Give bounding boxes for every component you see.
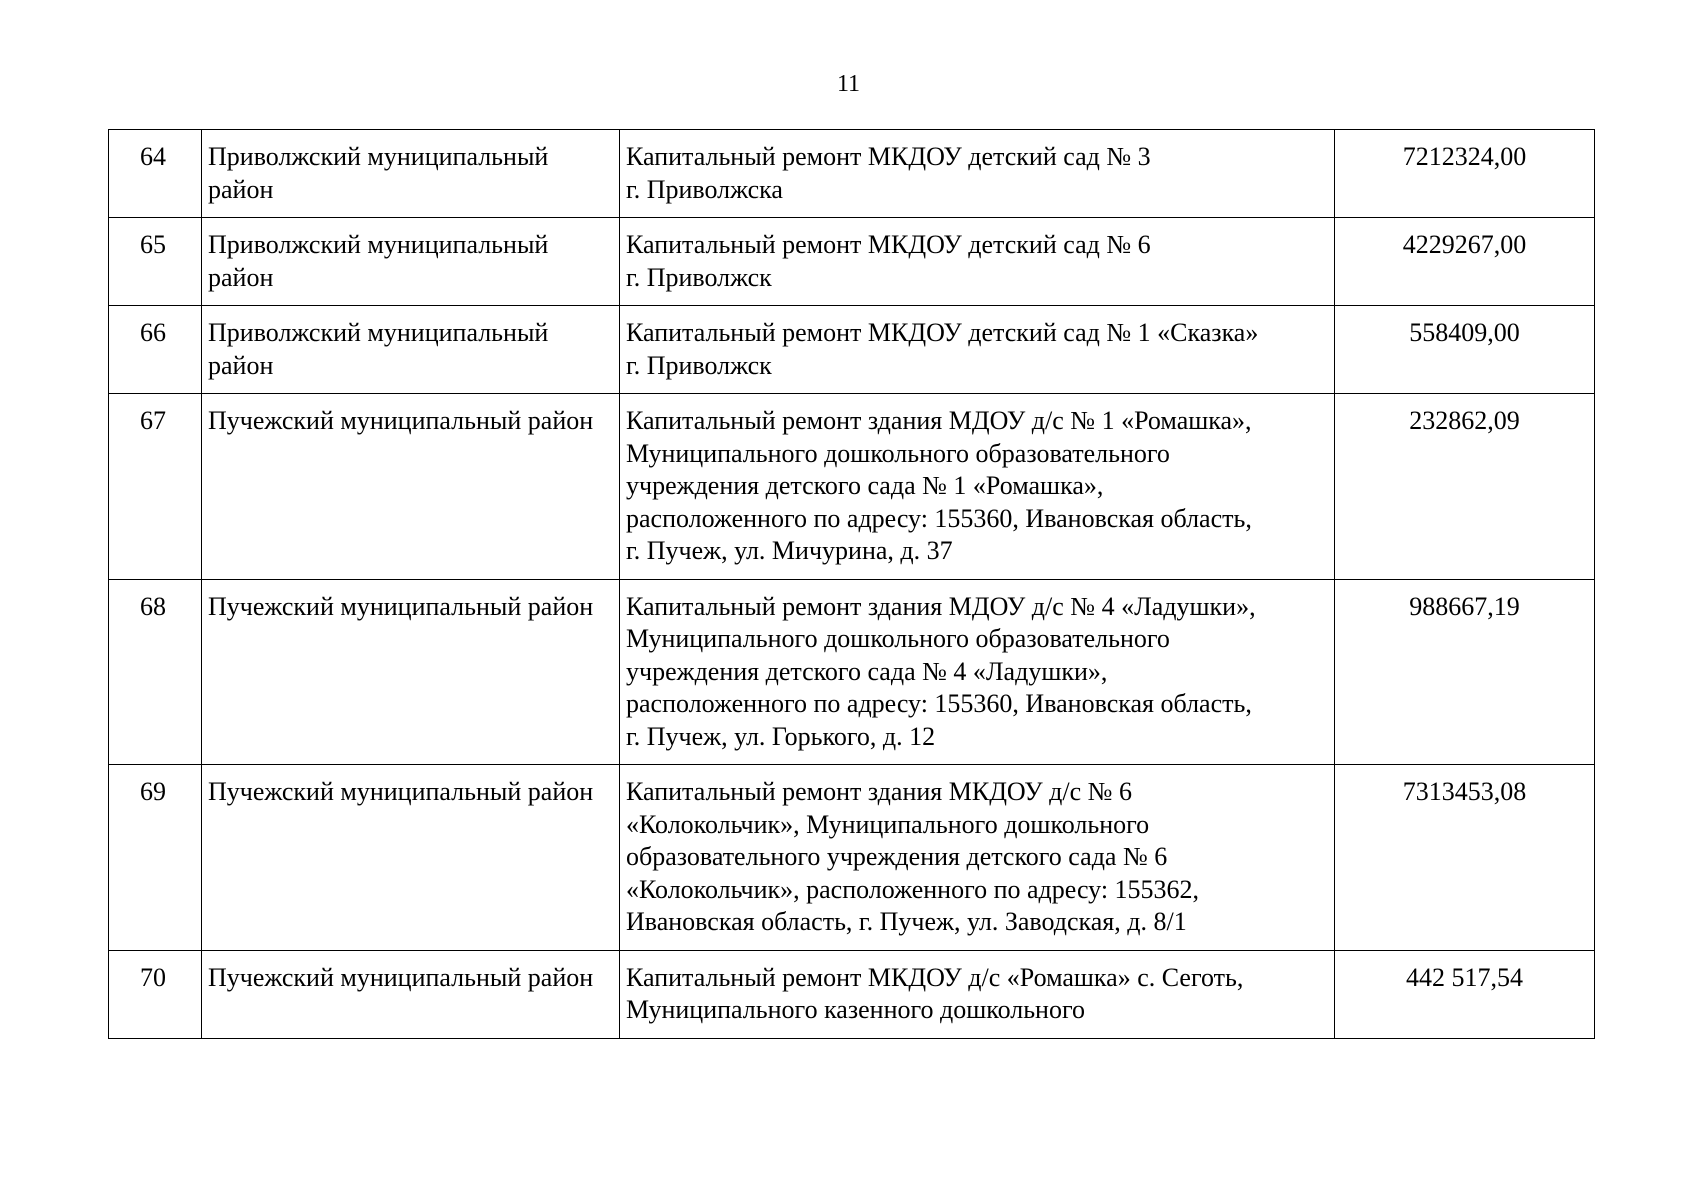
row-number: 67 xyxy=(109,394,202,580)
amount-cell: 558409,00 xyxy=(1335,306,1595,394)
description-cell: Капитальный ремонт МКДОУ детский сад № 6 г. Приволжск xyxy=(620,218,1335,306)
table-row xyxy=(109,218,1595,306)
table-row xyxy=(109,579,1595,765)
amount-cell: 988667,19 xyxy=(1335,579,1595,765)
description-cell: Капитальный ремонт здания МДОУ д/с № 4 «Ладушки», Муниципального дошкольного образовательного учреждения детского сада № 4 «Ладушки», расположенного по адресу: 155360, Ивановская область, г. Пучеж, ул. Горького, д. 12 xyxy=(620,579,1335,765)
row-number: 69 xyxy=(109,765,202,951)
district-cell: Пучежский муниципальный район xyxy=(202,394,620,580)
amount-cell: 7212324,00 xyxy=(1335,130,1595,218)
row-number: 66 xyxy=(109,306,202,394)
funding-table xyxy=(108,129,1595,1039)
row-number: 68 xyxy=(109,579,202,765)
district-cell: Приволжский муниципальный район xyxy=(202,218,620,306)
table-row xyxy=(109,306,1595,394)
district-cell: Приволжский муниципальный район xyxy=(202,306,620,394)
district-cell: Пучежский муниципальный район xyxy=(202,765,620,951)
table-row xyxy=(109,130,1595,218)
district-cell: Пучежский муниципальный район xyxy=(202,579,620,765)
description-cell: Капитальный ремонт здания МКДОУ д/с № 6 «Колокольчик», Муниципального дошкольного образовательного учреждения детского сада № 6 «Колокольчик», расположенного по адресу: 155362, Ивановская область, г. Пучеж, ул. Заводская, д. 8/1 xyxy=(620,765,1335,951)
description-cell: Капитальный ремонт МКДОУ д/с «Ромашка» с. Сеготь, Муниципального казенного дошкольного xyxy=(620,950,1335,1038)
district-cell: Пучежский муниципальный район xyxy=(202,950,620,1038)
description-cell: Капитальный ремонт МКДОУ детский сад № 3 г. Приволжска xyxy=(620,130,1335,218)
amount-cell: 232862,09 xyxy=(1335,394,1595,580)
row-number: 70 xyxy=(109,950,202,1038)
row-number: 65 xyxy=(109,218,202,306)
amount-cell: 7313453,08 xyxy=(1335,765,1595,951)
table-row xyxy=(109,394,1595,580)
amount-cell: 442 517,54 xyxy=(1335,950,1595,1038)
table-row xyxy=(109,765,1595,951)
page-number: 11 xyxy=(836,71,861,97)
row-number: 64 xyxy=(109,130,202,218)
amount-cell: 4229267,00 xyxy=(1335,218,1595,306)
description-cell: Капитальный ремонт здания МДОУ д/с № 1 «Ромашка», Муниципального дошкольного образовательного учреждения детского сада № 1 «Ромашка», расположенного по адресу: 155360, Ивановская область, г. Пучеж, ул. Мичурина, д. 37 xyxy=(620,394,1335,580)
table-row xyxy=(109,950,1595,1038)
description-cell: Капитальный ремонт МКДОУ детский сад № 1 «Сказка» г. Приволжск xyxy=(620,306,1335,394)
district-cell: Приволжский муниципальный район xyxy=(202,130,620,218)
